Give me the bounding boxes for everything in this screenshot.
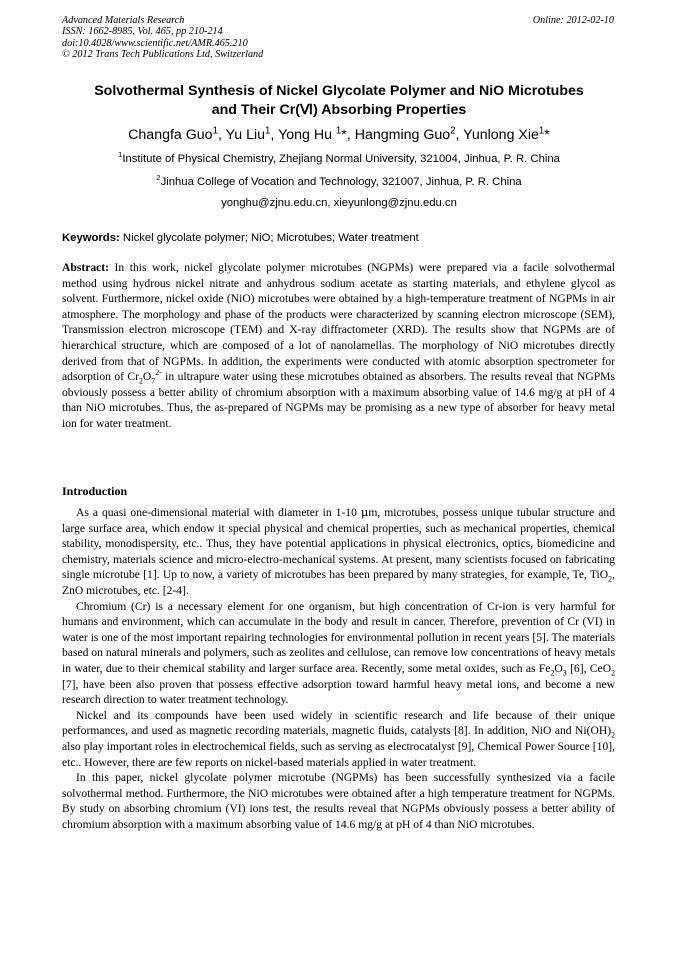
author-emails: yonghu@zjnu.edu.cn, xieyunlong@zjnu.edu.cn	[221, 197, 457, 209]
intro-paragraph-1	[62, 505, 615, 599]
subscript: 2	[611, 668, 615, 678]
subscript: 2	[608, 574, 613, 584]
keywords-text: Nickel glycolate polymer; NiO; Microtubes; Water treatment	[119, 232, 419, 244]
title-line-2: and Their Cr(Ⅵ) Absorbing Properties	[211, 101, 467, 118]
text-run: O	[554, 661, 563, 675]
subscript: 2	[550, 668, 555, 678]
paper-title	[50, 82, 628, 119]
keywords-label: Keywords:	[62, 232, 120, 244]
introduction-body	[62, 505, 615, 832]
affil-text: Institute of Physical Chemistry, Zhejiang Normal University, 321004, Jinhua, P. R. China	[122, 153, 560, 165]
title-line-1: Solvothermal Synthesis of Nickel Glycolate Polymer and NiO Microtubes	[94, 83, 584, 99]
abstract	[62, 260, 615, 432]
journal-name: Advanced Materials Research	[62, 15, 185, 26]
text-run: m, microtubes, possess unique tubular structure and large surface area, which endow it special physical and chemical properties, such as mechanical properties, chemical stability, monodispersity, etc.. Thus, they have potential applications in physical electronics, optics, biomedicine and chemistry, materials science and micro-electro-mechanical systems. At present, many scientists focused on fabricating single microtube [1]. Up to now, a variety of microtubes has been prepared by many strategies, for example, Te, TiO	[62, 506, 615, 582]
abstract-text: in ultrapure water using these microtubes obtained as absorbers. The results reveal that NGPMs obviously possess a better ability of chromium absorption with a maximum absorbing value of 14.6 mg/g at pH of 4 than NiO microtubes. Thus, the as-prepared of NGPMs may be promising as a new type of absorber for heavy metal ion for water treatment.	[62, 370, 616, 430]
author-affil-mark: 1	[265, 125, 271, 137]
author-name: Yong Hu	[278, 127, 336, 143]
author-affil-mark: 1	[538, 125, 545, 137]
text-run: [6], CeO	[566, 661, 612, 675]
text-run: [7], have been also proven that possess effective adsorption toward harmful heavy metal ions, and become a new research direction to water treatment technology.	[62, 677, 615, 707]
subscript: 2	[138, 376, 143, 386]
doi-line: doi:10.4028/www.scientific.net/AMR.465.210	[62, 37, 248, 49]
superscript: 2-	[155, 368, 162, 378]
intro-paragraph-3	[62, 708, 615, 770]
subscript: 3	[562, 668, 567, 678]
text-run: also play important roles in electrochemical fields, such as serving as electrocatalyst [9], Chemical Power Source [10], etc.. However, there are few reports on nickel-based materials applied in water treatment.	[62, 739, 615, 769]
subscript: 7	[151, 376, 156, 386]
affil-mark: 1	[118, 150, 123, 160]
text-run: Nickel and its compounds have been used widely in scientific research and life because of their unique performances, and used as magnetic recording materials, magnetic fluids, catalysts [8]. In addition, NiO and Ni(OH)	[62, 708, 615, 738]
online-date: Online: 2012-02-10	[532, 15, 614, 26]
abstract-text: O	[142, 370, 152, 384]
author-affil-mark: 1	[212, 125, 218, 137]
author-name: Hangming Guo	[354, 127, 451, 143]
intro-paragraph-4: In this paper, nickel glycolate polymer microtube (NGPMs) has been successfully synthesized via a facile solvothermal method. Furthermore, the NiO microtubes were obtained after a high temperature treatment for NGPMs. By study on absorbing chromium (VI) ions test, the results reveal that NGPMs obviously possess a better ability of chromium absorption with a maximum absorbing value of 14.6 mg/g at pH of 4 than NiO microtubes.	[62, 771, 615, 831]
text-run: , ZnO microtubes, etc. [2-4].	[62, 568, 615, 597]
subscript: 2	[611, 730, 615, 740]
author-name: Yunlong Xie	[463, 127, 539, 143]
author-list: Changfa Guo$^1$, Yu Liu$^1$, Yong Hu $^1$*, Hangming Guo$^2$, Yunlong Xie$^1$*	[128, 125, 550, 143]
copyright-line: © 2012 Trans Tech Publications Ltd, Switzerland	[62, 49, 264, 61]
text-run: Chromium (Cr) is a necessary element for one organism, but high concentration of Cr-ion is very harmful for humans and environment, which can accumulate in the body and result in cancer. Therefore, prevention of Cr (VI) in water is one of the most important repairing technologies for environmental pollution in recent years [5]. The materials based on natural minerals and polymers, such as zeolites and cellulose, can remove low concentrations of heavy metals in water, due to their chemical stability and larger surface area. Recently, some metal oxides, such as Fe	[62, 599, 615, 675]
affil-text: Jinhua College of Vocation and Technology, 321007, Jinhua, P. R. China	[160, 176, 522, 188]
abstract-text: In this work, nickel glycolate polymer microtubes (NGPMs) were prepared via a facile solvothermal method using hydrous nickel nitrate and anhydrous sodium acetate as starting materials, and ethylene glycol as solvent. Furthermore, nickel oxide (NiO) microtubes were obtained by a high-temperature treatment of NGPMs in air atmosphere. The morphology and phase of the products were characterized by scanning electron microscope (SEM), Transmission electron microscope (TEM) and X-ray diffractometer (XRD). The results show that NGPMs are of hierarchical structure, which are composed of a lot of nanolamellas. The morphology of NiO microtubes directly derived from that of NGPMs. In addition, the experiments were conducted with atomic absorption spectrometer for adsorption of Cr	[62, 261, 615, 384]
corresponding-mark: *	[341, 127, 347, 143]
section-heading: Introduction	[62, 484, 128, 498]
affiliation-2	[40, 175, 638, 189]
author-affil-mark: 1	[335, 125, 342, 137]
journal-header	[62, 15, 263, 61]
text-run: As a quasi one-dimensional material with diameter in 1-10	[76, 506, 361, 519]
mu-symbol: μ	[360, 505, 369, 519]
corresponding-mark: *	[544, 127, 550, 143]
intro-paragraph-2	[62, 599, 615, 708]
author-name: Changfa Guo	[128, 127, 213, 143]
abstract-label: Abstract:	[62, 261, 110, 274]
keywords	[62, 231, 622, 245]
issn-line: ISSN: 1662-8985, Vol. 465, pp 210-214	[62, 26, 223, 38]
author-affil-mark: 2	[450, 125, 456, 137]
affiliation-1	[40, 152, 638, 166]
affil-mark: 2	[156, 173, 161, 183]
author-name: Yu Liu	[225, 127, 266, 143]
